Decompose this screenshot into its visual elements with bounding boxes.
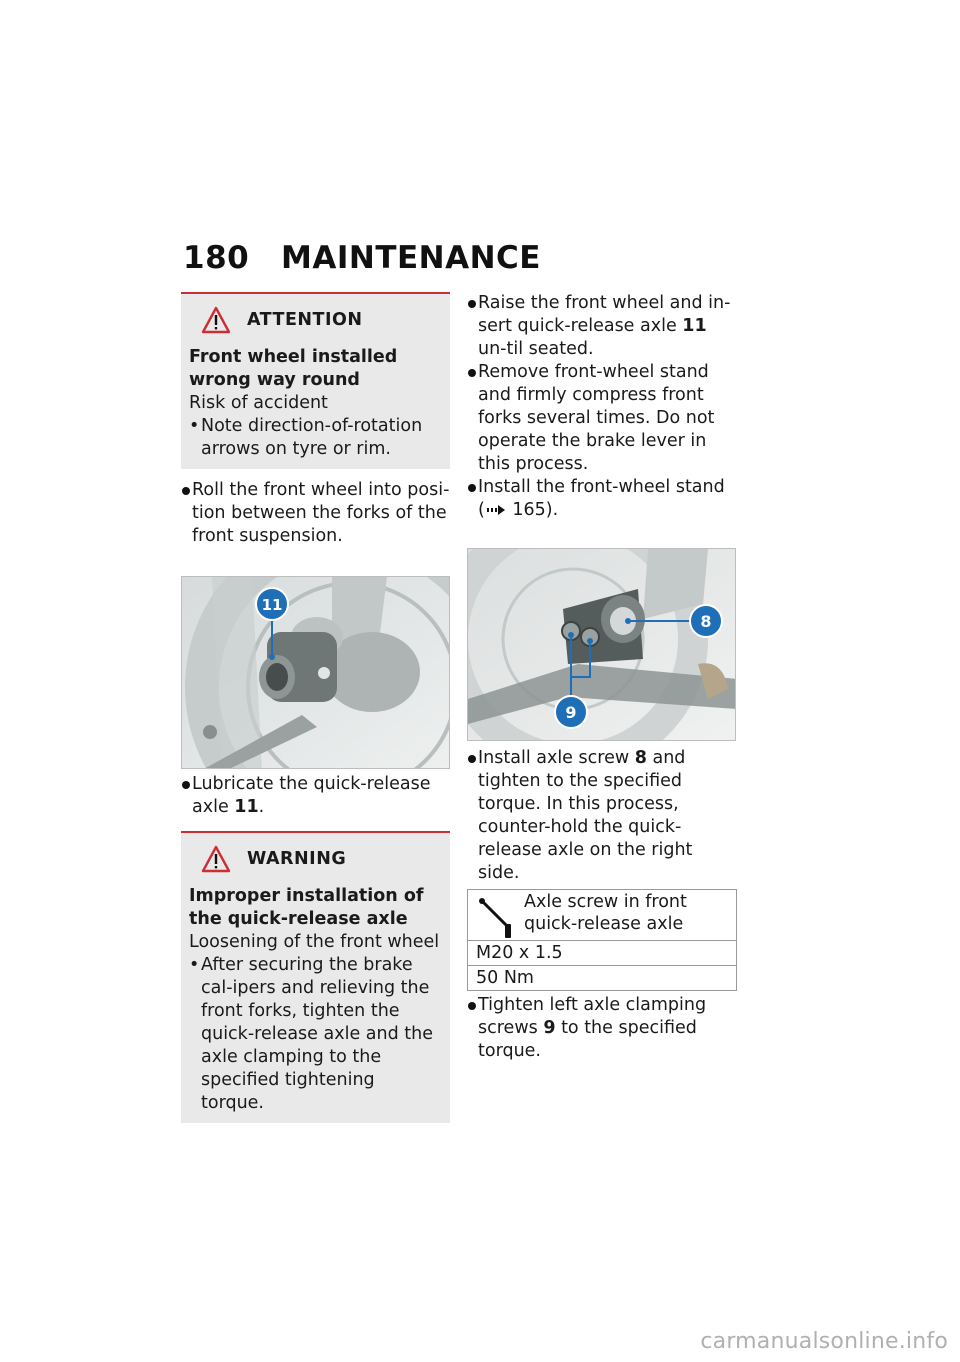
step-lubricate-axle: Lubricate the quick-release axle 11. xyxy=(181,773,450,819)
ref-11: 11 xyxy=(682,316,707,336)
step-roll-wheel: Roll the front wheel into posi-tion between the forks of the front suspension. xyxy=(181,479,450,548)
page-reference-arrow-icon xyxy=(485,503,507,517)
ref-8: 8 xyxy=(634,748,647,768)
spec-torque: 50 Nm xyxy=(468,966,737,991)
warning-action: • After securing the brake cal-ipers and relieving the front forks, tighten the quick-release axle and the axle clamping to the specified tightening torque. xyxy=(189,954,440,1115)
figure-quick-release-axle xyxy=(181,576,450,769)
attention-heading: Front wheel installed wrong way round xyxy=(189,347,398,390)
torque-wrench-icon xyxy=(478,895,518,939)
page-reference: 165). xyxy=(506,500,559,520)
torque-spec-table xyxy=(467,889,737,991)
axle-illustration xyxy=(182,577,450,769)
spec-thread: M20 x 1.5 xyxy=(468,941,737,966)
attention-label: ATTENTION xyxy=(247,309,363,330)
figure-axle-screws xyxy=(467,548,736,741)
step-tighten-clamping-screws: Tighten left axle clamping screws 9 to the specified torque. xyxy=(467,994,736,1063)
spec-title-cell xyxy=(468,890,737,941)
callout-8: 8 xyxy=(700,612,712,631)
step-install-stand: Install the front-wheel stand ( 165). xyxy=(467,476,736,522)
attention-box xyxy=(181,292,450,469)
attention-action: • Note direction-of-rotation arrows on tyre or rim. xyxy=(189,415,440,461)
spec-title: Axle screw in front quick-release axle xyxy=(524,892,687,934)
warning-triangle-icon xyxy=(201,306,231,334)
page-header xyxy=(183,240,541,276)
attention-title xyxy=(189,306,440,334)
watermark: carmanualsonline.info xyxy=(700,1329,948,1354)
step-install-axle-screw: Install axle screw 8 and tighten to the specified torque. In this process, counter-hold the quick-release axle on the right side. xyxy=(467,747,736,885)
left-column xyxy=(181,292,450,1133)
warning-title xyxy=(189,845,440,873)
step-remove-stand: Remove front-wheel stand and firmly compress front forks several times. Do not operate the brake lever in this process. xyxy=(467,361,736,476)
warning-triangle-icon xyxy=(201,845,231,873)
section-title: MAINTENANCE xyxy=(281,240,541,276)
right-column xyxy=(467,292,736,1063)
axle-screws-illustration xyxy=(468,549,736,741)
ref-9: 9 xyxy=(543,1018,556,1038)
warning-consequence: Loosening of the front wheel xyxy=(189,932,440,952)
callout-11: 11 xyxy=(261,596,283,614)
step-raise-wheel: Raise the front wheel and in-sert quick-release axle 11 un-til seated. xyxy=(467,292,736,361)
warning-label: WARNING xyxy=(247,848,347,869)
warning-box xyxy=(181,831,450,1123)
page-number: 180 xyxy=(183,240,250,276)
ref-11: 11 xyxy=(234,797,259,817)
callout-9: 9 xyxy=(565,703,577,722)
attention-consequence: Risk of accident xyxy=(189,393,328,413)
warning-heading: Improper installation of the quick-release axle xyxy=(189,886,424,929)
